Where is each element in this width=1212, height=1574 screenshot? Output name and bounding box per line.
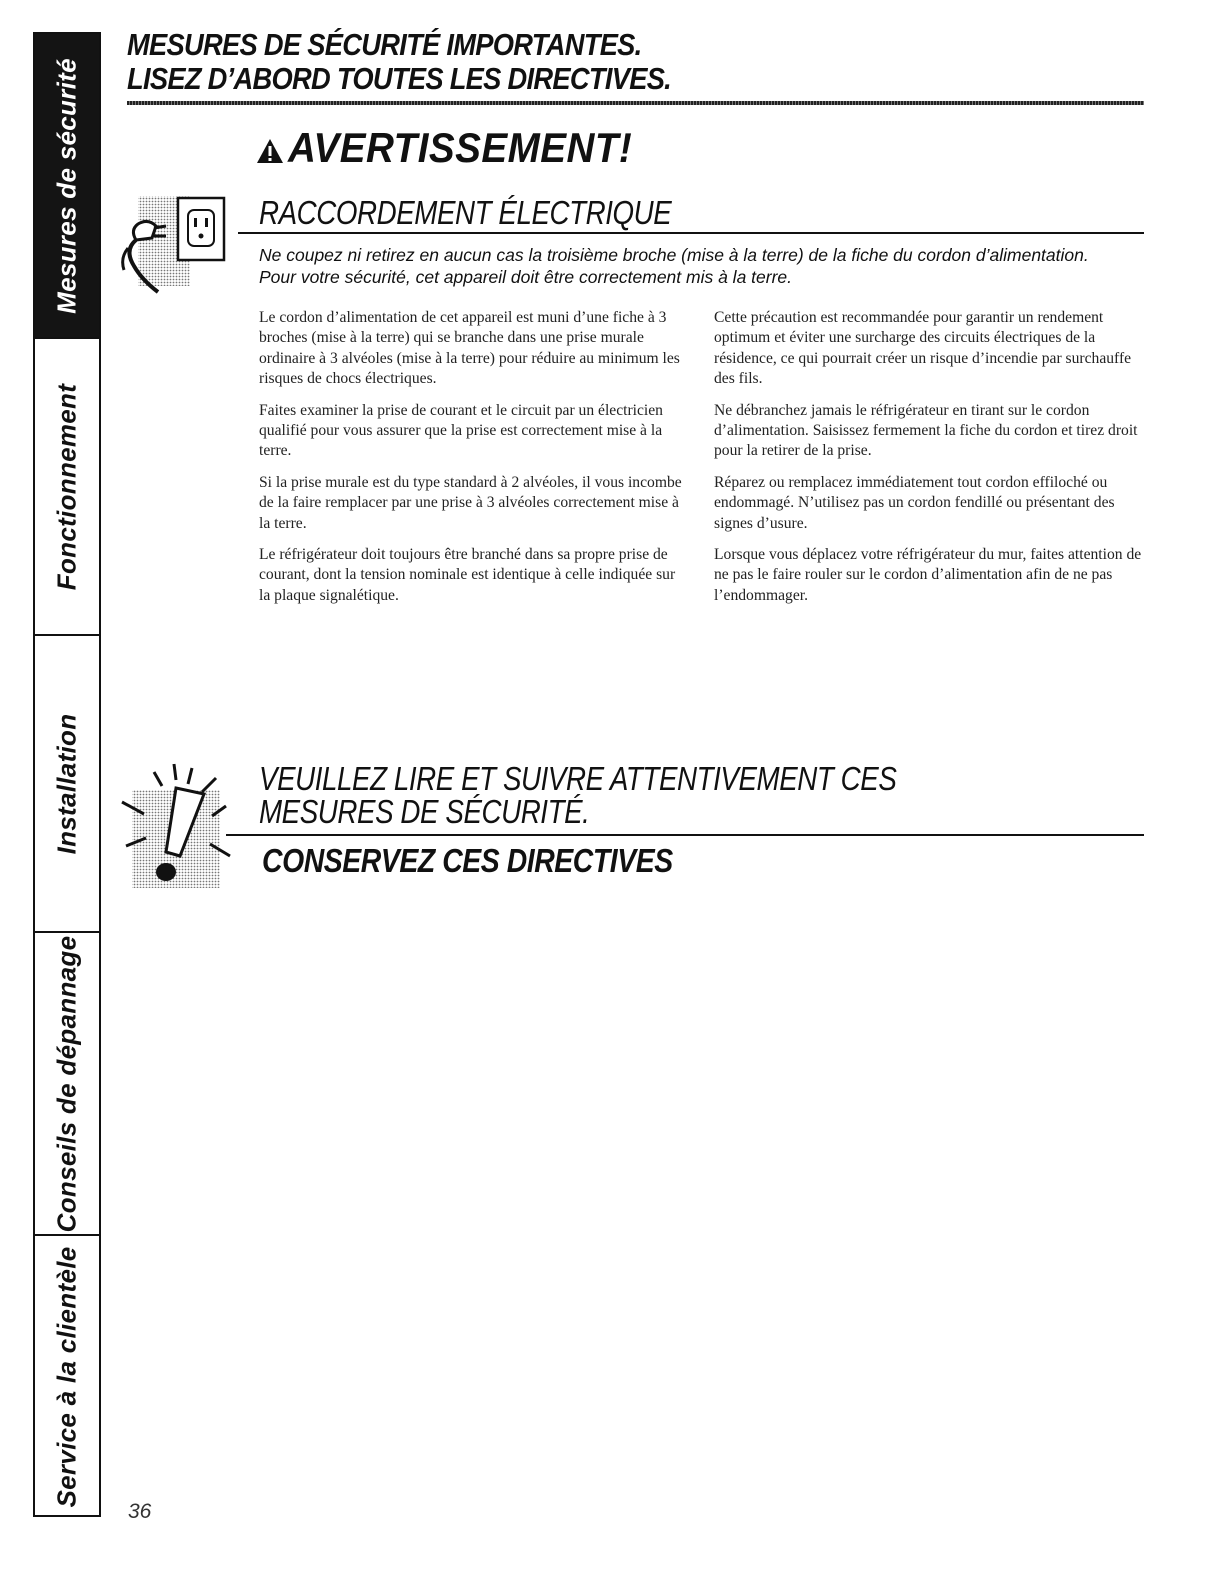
tab-installation[interactable]: [35, 636, 99, 933]
tab-service-a-la-clientele[interactable]: [35, 1236, 99, 1517]
plug-outlet-icon: [118, 188, 248, 300]
closing-title-line-1: VEUILLEZ LIRE ET SUIVRE ATTENTIVEMENT CES: [259, 760, 897, 797]
paragraph: Si la prise murale est du type standard à 2 alvéoles, il vous incombe de la faire remplacer par une prise à 3 alvéoles correctement mise à la terre.: [259, 473, 682, 532]
paragraph: Ne débranchez jamais le réfrigérateur en tirant sur le cordon d’alimentation. Saisissez fermement la fiche du cordon et tirez droit pour la retirer de la prise.: [714, 401, 1138, 460]
tab-conseils-de-depannage[interactable]: [35, 933, 99, 1236]
paragraph: Le cordon d’alimentation de cet appareil est muni d’une fiche à 3 broches (mise à la terre) qui se branche dans une prise murale ordinaire à 3 alvéoles (mise à la terre) pour réduire au minimum les risques de chocs électriques.: [259, 309, 680, 388]
tab-label: Conseils de dépannage: [51, 935, 82, 1232]
page-header: [127, 28, 1144, 96]
left-column: [259, 308, 689, 617]
header-line-2: LISEZ D’ABORD TOUTES LES DIRECTIVES.: [127, 61, 672, 96]
tab-label: Service à la clientèle: [51, 1246, 82, 1507]
paragraph: Lorsque vous déplacez votre réfrigérateur du mur, faites attention de ne pas le faire rouler sur le cordon d’alimentation afin de ne pas l’endommager.: [714, 546, 1142, 604]
closing-subtitle: CONSERVEZ CES DIRECTIVES: [262, 842, 673, 879]
closing-divider: [226, 834, 1144, 836]
tab-label: Mesures de sécurité: [51, 57, 82, 314]
tab-label: Fonctionnement: [51, 383, 82, 590]
header-divider: [127, 101, 1144, 105]
header-line-1: MESURES DE SÉCURITÉ IMPORTANTES.: [127, 27, 642, 62]
warning-title: AVERTISSEMENT!: [288, 124, 633, 171]
tab-label: Installation: [51, 713, 82, 854]
closing-title: [259, 762, 896, 828]
section-divider: [238, 232, 1144, 234]
exclamation-alert-icon: [118, 760, 238, 890]
right-column: [714, 308, 1144, 617]
paragraph: Cette précaution est recommandée pour garantir un rendement optimum et éviter une surcharge des circuits électriques de la résidence, ce qui pourrait créer un risque d’incendie par surchauffe des fils.: [714, 309, 1132, 388]
paragraph: Le réfrigérateur doit toujours être branché dans sa propre prise de courant, dont la tension nominale est identique à celle indiquée sur la plaque signalétique.: [259, 546, 676, 604]
page-number: 36: [128, 1500, 152, 1523]
tab-mesures-de-securite[interactable]: [35, 34, 99, 339]
section-title-electrical: RACCORDEMENT ÉLECTRIQUE: [259, 194, 672, 231]
section-sidebar: [33, 32, 101, 1517]
paragraph: Réparez ou remplacez immédiatement tout cordon effiloché ou endommagé. N’utilisez pas un cordon fendillé ou présentant des signes d’usure.: [714, 473, 1115, 532]
paragraph: Faites examiner la prise de courant et le circuit par un électricien qualifié pour vous assurer que la prise est correctement mise à la terre.: [259, 401, 663, 460]
grounding-notice: Ne coupez ni retirez en aucun cas la troisième broche (mise à la terre) de la fiche du cordon d’alimentation. Pour votre sécurité, cet appareil doit être correctement mis à la terre.: [259, 245, 1089, 287]
closing-title-line-2: MESURES DE SÉCURITÉ.: [259, 793, 590, 830]
tab-fonctionnement[interactable]: [35, 339, 99, 636]
warning-triangle-icon: [256, 138, 284, 164]
